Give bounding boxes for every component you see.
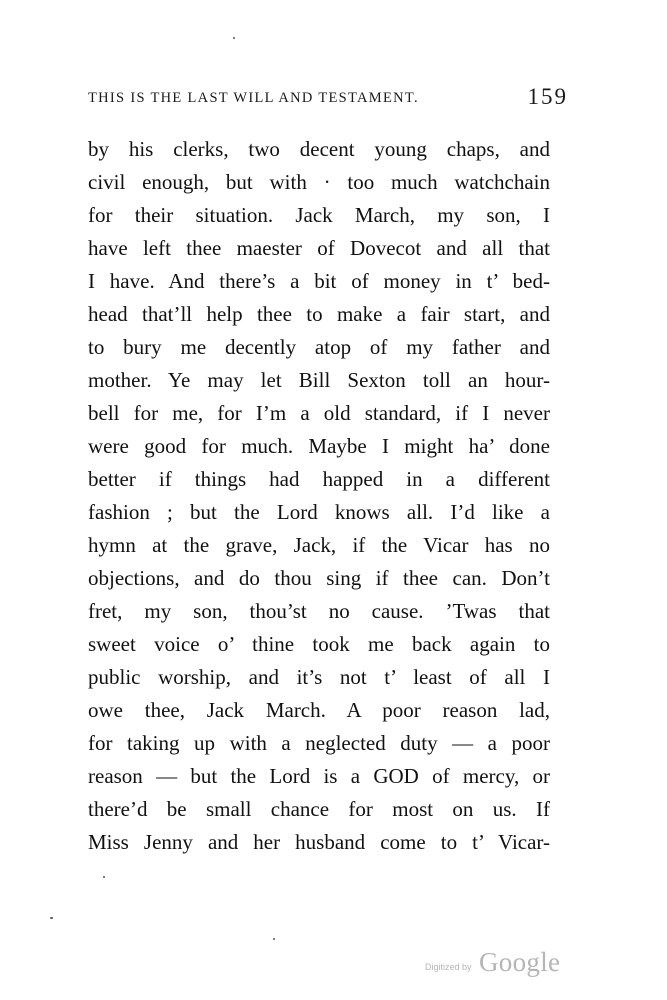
digitized-by-google-watermark: [425, 947, 565, 980]
text-line: bell for me, for I’m a old standard, if I never: [88, 401, 550, 425]
text-line: mother. Ye may let Bill Sexton toll an hour-: [88, 368, 550, 392]
text-line: civil enough, but with · too much watchchain: [88, 170, 550, 194]
watermark-prefix: Digitized by: [425, 962, 472, 972]
text-line: for taking up with a neglected duty — a poor: [88, 731, 550, 755]
text-line: for their situation. Jack March, my son, I: [88, 203, 550, 227]
text-line: Miss Jenny and her husband come to t’ Vicar-: [88, 830, 550, 854]
scan-speck: [233, 37, 235, 39]
text-line: fashion ; but the Lord knows all. I’d like a: [88, 500, 550, 524]
text-line: objections, and do thou sing if thee can. Don’t: [88, 566, 550, 590]
text-line: there’d be small chance for most on us. If: [88, 797, 550, 821]
text-line: to bury me decently atop of my father and: [88, 335, 550, 359]
text-line: were good for much. Maybe I might ha’ done: [88, 434, 550, 458]
text-line: have left thee maester of Dovecot and all that: [88, 236, 550, 260]
text-line: by his clerks, two decent young chaps, and: [88, 137, 550, 161]
text-line: I have. And there’s a bit of money in t’ bed-: [88, 269, 550, 293]
running-head-title: THIS IS THE LAST WILL AND TESTAMENT.: [88, 90, 419, 106]
text-line: public worship, and it’s not t’ least of all I: [88, 665, 550, 689]
text-line: better if things had happed in a different: [88, 467, 550, 491]
text-line: owe thee, Jack March. A poor reason lad,: [88, 698, 550, 722]
google-logo: Google: [479, 947, 561, 977]
text-line: head that’ll help thee to make a fair start, and: [88, 302, 550, 326]
text-line: reason — but the Lord is a GOD of mercy, or: [88, 764, 550, 788]
text-line: hymn at the grave, Jack, if the Vicar has no: [88, 533, 550, 557]
text-line: fret, my son, thou’st no cause. ’Twas that: [88, 599, 550, 623]
scan-speck: [103, 876, 105, 878]
text-line: sweet voice o’ thine took me back again to: [88, 632, 550, 656]
scan-speck: [50, 917, 53, 919]
scan-speck: [273, 938, 275, 940]
running-head: [88, 86, 568, 116]
page-number: 159: [527, 84, 568, 109]
